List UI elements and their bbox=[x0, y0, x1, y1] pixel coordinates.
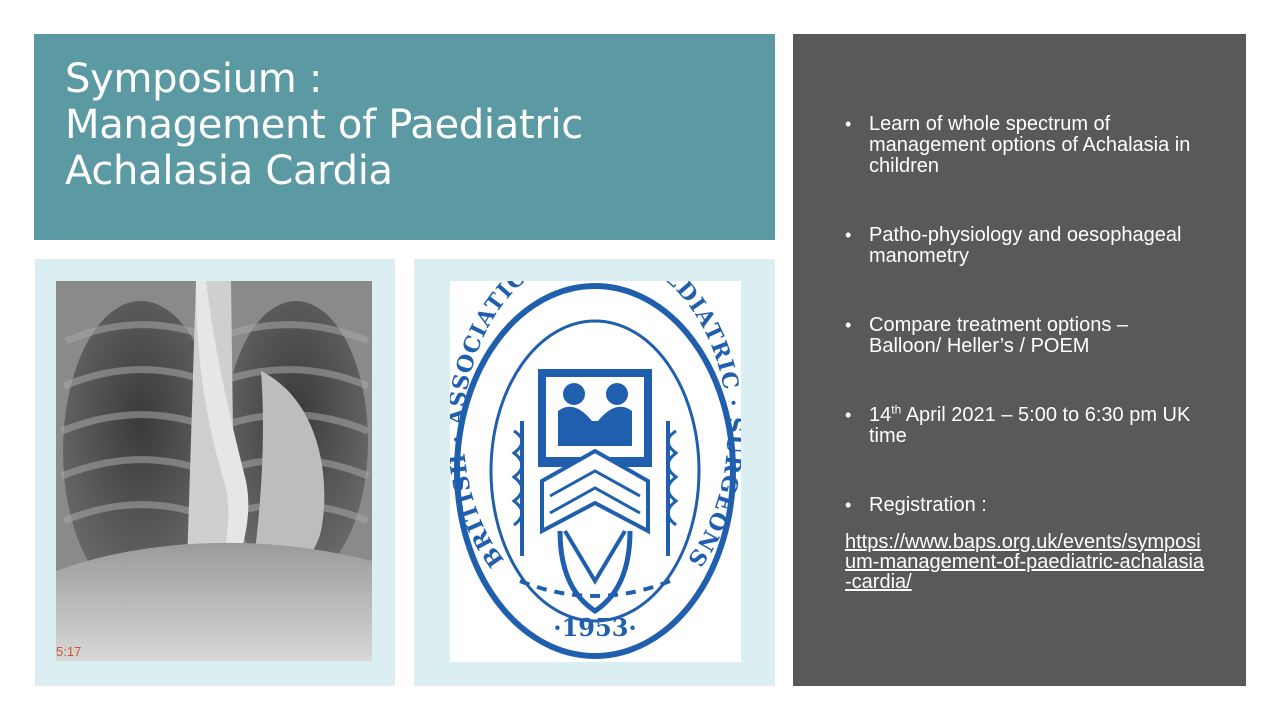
registration-link[interactable]: https://www.baps.org.uk/events/symposium-management-of-paediatric-achalasia-cardia/ bbox=[845, 531, 1205, 593]
logo-ring-text: BRITIS SOCIATI DIATRIC GEONS bbox=[450, 281, 741, 573]
xray-panel bbox=[35, 259, 395, 686]
date-day: 14 bbox=[869, 404, 892, 426]
bullet-registration: • Registration : bbox=[843, 495, 1203, 516]
logo-panel bbox=[414, 259, 775, 686]
info-panel bbox=[793, 34, 1246, 686]
baps-emblem-icon bbox=[450, 281, 741, 662]
baps-logo bbox=[450, 281, 741, 662]
date-time: April 2021 – 5:00 to 6:30 pm UK time bbox=[869, 404, 1191, 447]
title-line-3: Achalasia Cardia bbox=[65, 148, 393, 194]
bullet-pathophysiology: • Patho-physiology and oesophageal manometry bbox=[843, 225, 1203, 267]
chest-xray-image bbox=[56, 281, 372, 661]
title-banner bbox=[34, 34, 775, 240]
bullet-list bbox=[843, 114, 1203, 564]
xray-timestamp: 5:17 bbox=[56, 644, 82, 659]
date-suffix: th bbox=[891, 402, 902, 417]
bullet-compare-treatment: • Compare treatment options – Balloon/ Heller’s / POEM bbox=[843, 315, 1203, 357]
title-line-2: Management of Paediatric bbox=[65, 102, 583, 148]
bullet-learn: • Learn of whole spectrum of management options of Achalasia in children bbox=[843, 114, 1203, 177]
xray-drawing bbox=[56, 281, 372, 661]
bullet-date bbox=[843, 402, 1203, 447]
title-line-1: Symposium : bbox=[65, 56, 323, 102]
logo-year: ·1953· bbox=[553, 613, 637, 642]
